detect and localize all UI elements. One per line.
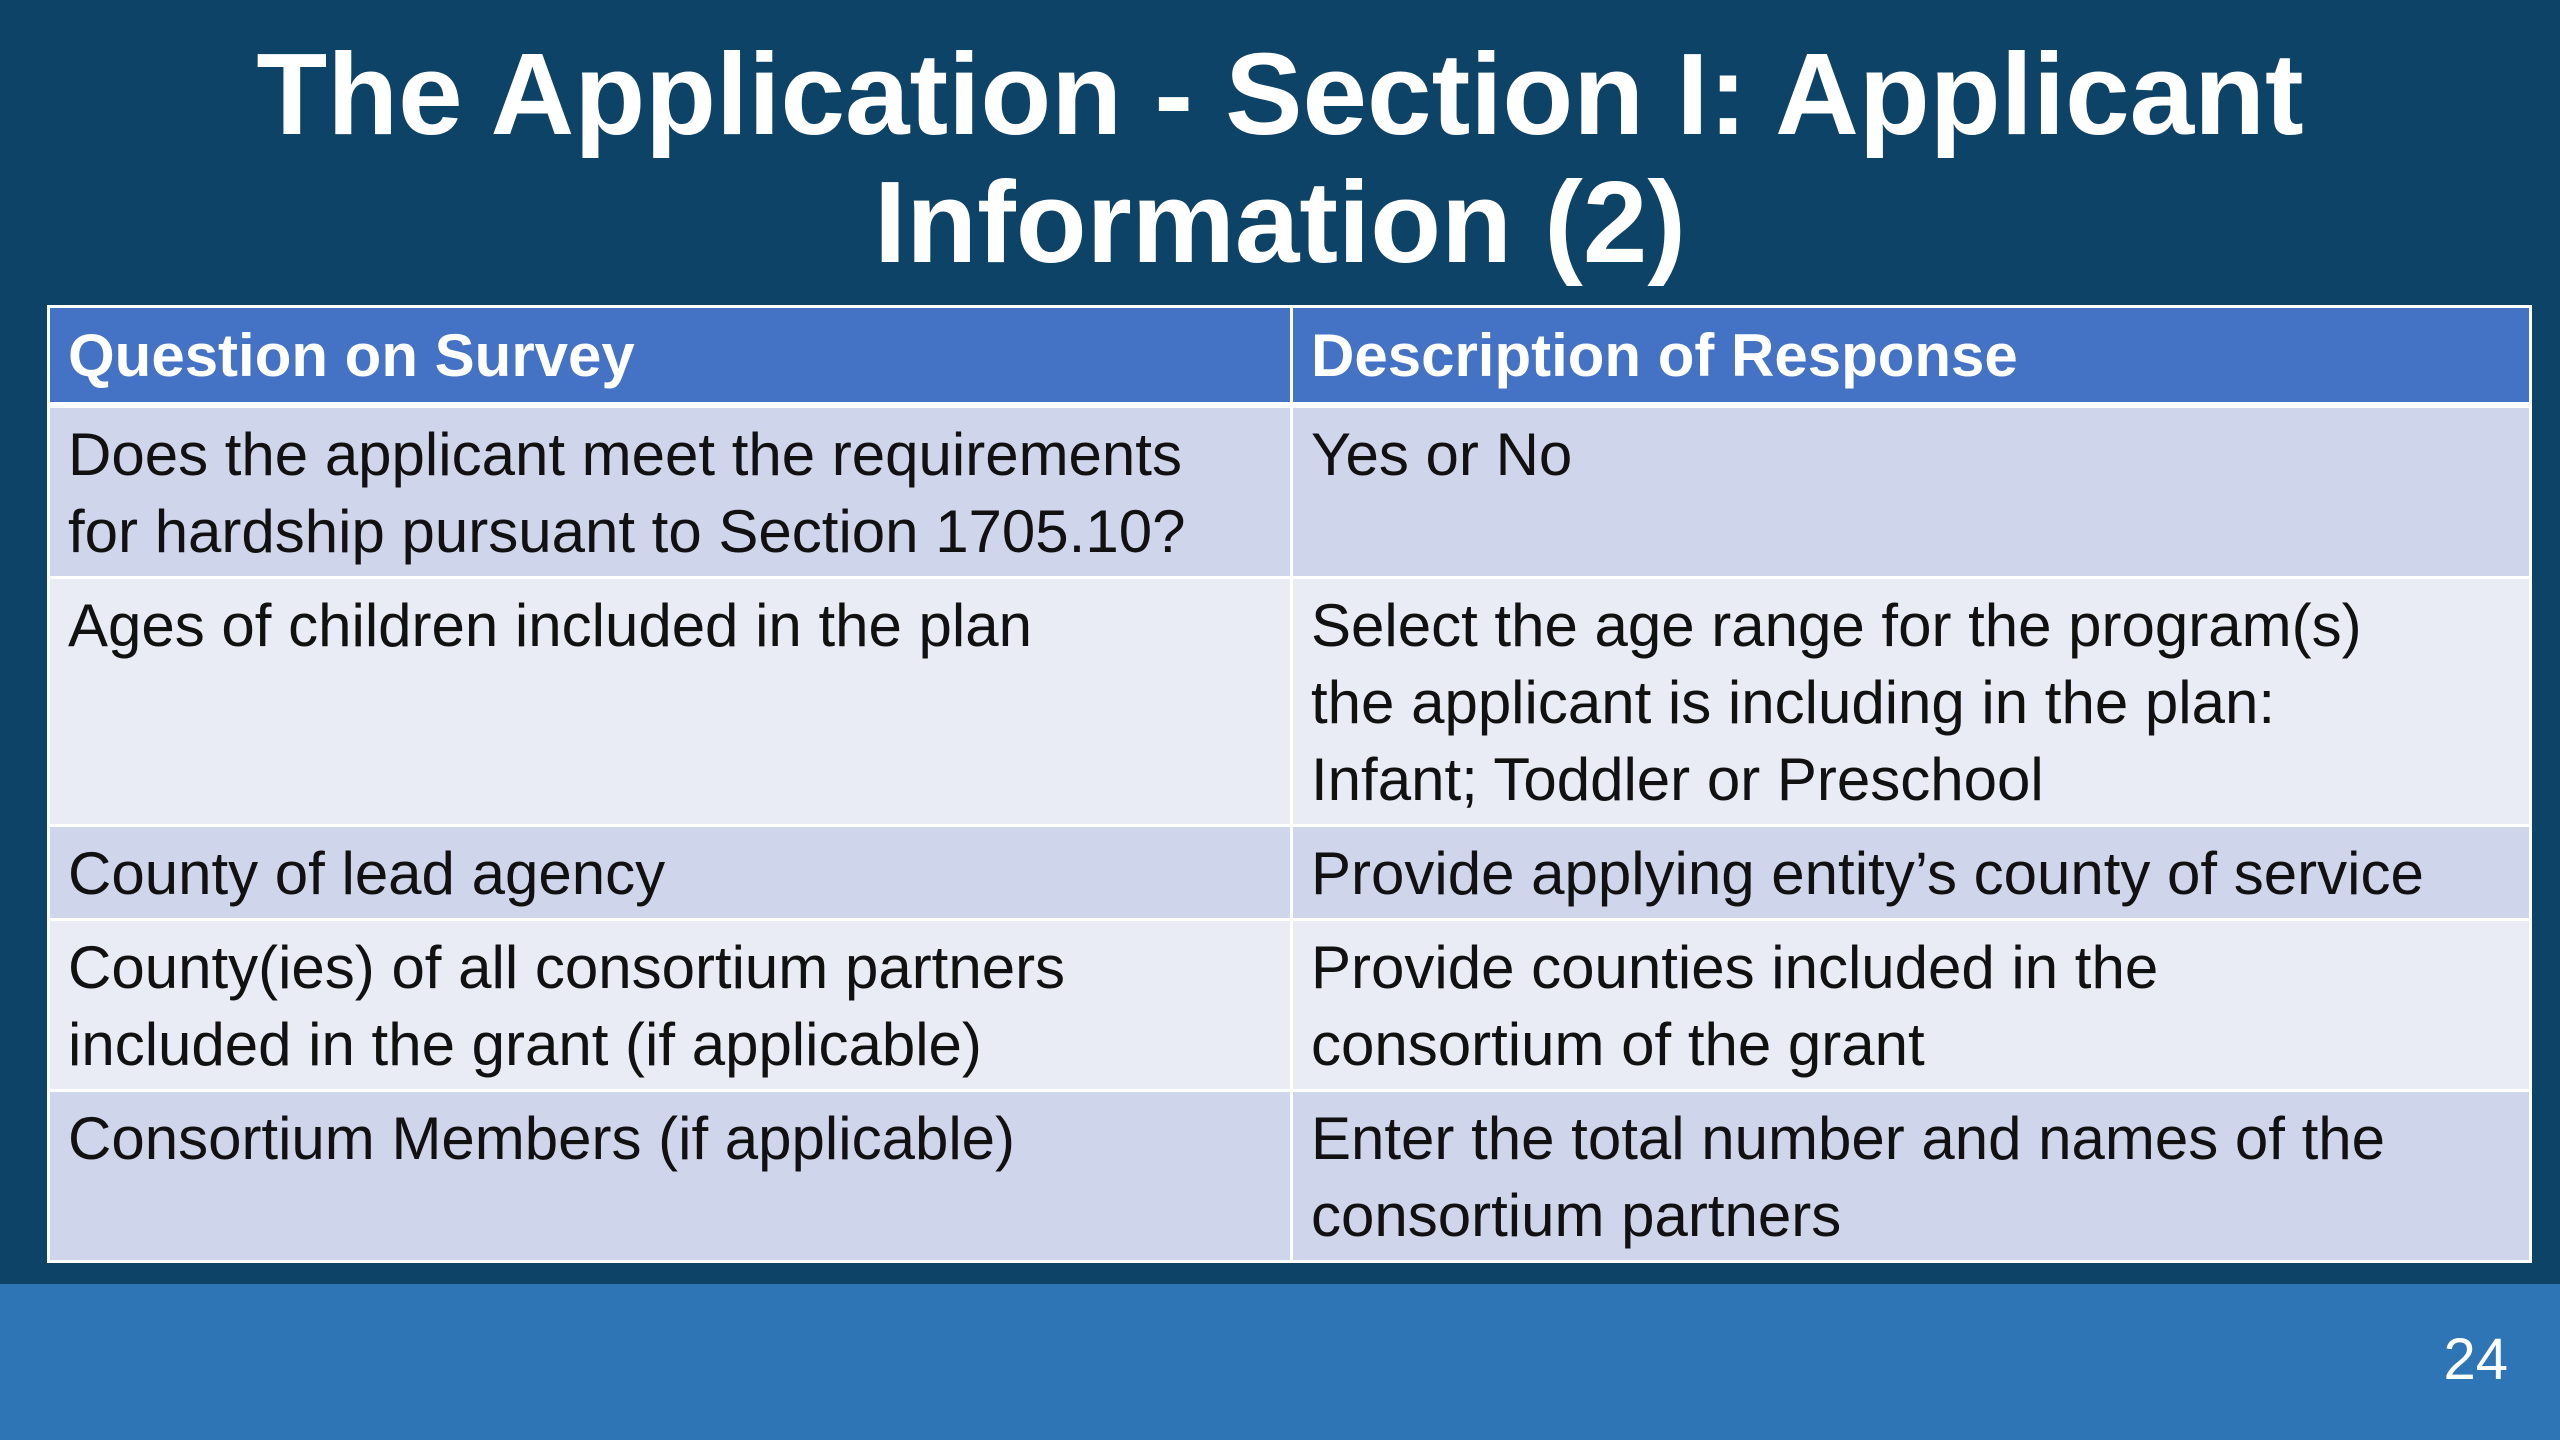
table-row [49, 826, 2531, 920]
cell-line: County of lead agency [68, 840, 666, 907]
cell-line: Ages of children included in the plan [68, 592, 1032, 659]
cell-line: Select the age range for the program(s) [1311, 592, 2362, 659]
table-row [49, 405, 2531, 578]
survey-table [47, 305, 2532, 1263]
cell-line: Consortium Members (if applicable) [68, 1105, 1015, 1172]
response-cell [1292, 1091, 2531, 1262]
response-cell [1292, 578, 2531, 826]
slide-title-line-2: Information (2) [874, 157, 1686, 287]
table-row [49, 1091, 2531, 1262]
question-cell [49, 405, 1292, 578]
cell-line: Does the applicant meet the requirements [68, 421, 1182, 488]
response-cell [1292, 920, 2531, 1091]
table-row [49, 578, 2531, 826]
cell-line: Yes or No [1311, 421, 1573, 488]
slide-title-line-1: The Application - Section I: Applicant [256, 29, 2304, 159]
cell-line: Enter the total number and names of the [1311, 1105, 2385, 1172]
cell-line: included in the grant (if applicable) [68, 1011, 982, 1078]
question-cell [49, 578, 1292, 826]
response-cell [1292, 826, 2531, 920]
cell-line: the applicant is including in the plan: [1311, 669, 2275, 736]
cell-line: Infant; Toddler or Preschool [1311, 746, 2044, 813]
cell-line: County(ies) of all consortium partners [68, 934, 1066, 1001]
slide-title [0, 30, 2560, 286]
survey-table-container [47, 305, 2529, 1263]
question-cell [49, 920, 1292, 1091]
table-row [49, 920, 2531, 1091]
cell-line: consortium partners [1311, 1182, 1842, 1249]
cell-line: Provide applying entity’s county of service [1311, 840, 2424, 907]
page-number: 24 [2443, 1327, 2508, 1392]
table-header-row [49, 307, 2531, 406]
question-cell [49, 1091, 1292, 1262]
cell-line: consortium of the grant [1311, 1011, 1925, 1078]
cell-line: Provide counties included in the [1311, 934, 2159, 1001]
response-cell [1292, 405, 2531, 578]
header-question: Question on Survey [49, 307, 1292, 406]
question-cell [49, 826, 1292, 920]
header-description: Description of Response [1292, 307, 2531, 406]
footer-bar [0, 1284, 2560, 1440]
cell-line: for hardship pursuant to Section 1705.10? [68, 498, 1186, 565]
